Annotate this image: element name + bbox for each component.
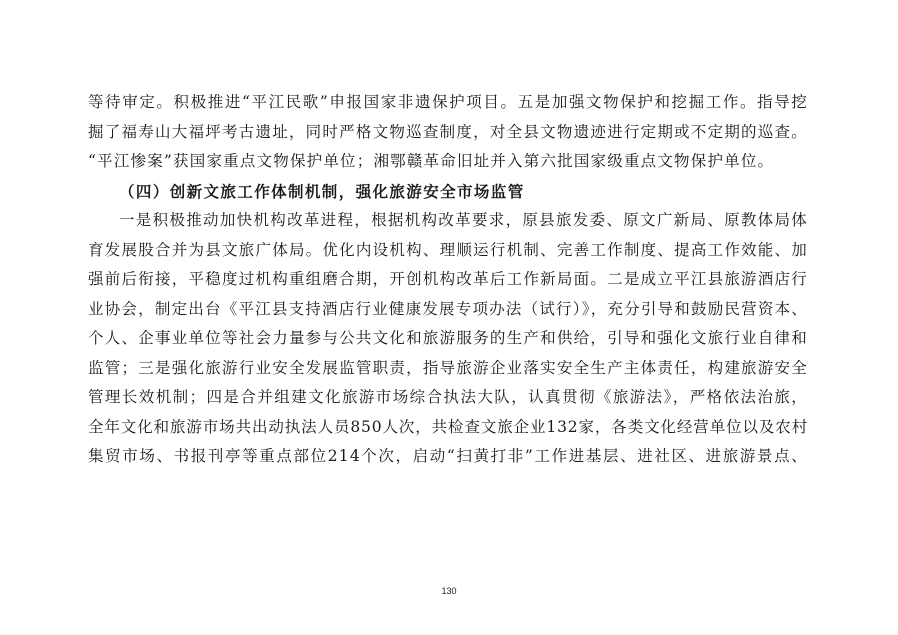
text-line: 业协会，制定出台《平江县支持酒店行业健康发展专项办法（试行）》，充分引导和鼓励民营资本、 <box>88 299 808 318</box>
paragraph-heritage <box>88 88 808 177</box>
text-line: 掘了福寿山大福坪考古遗址，同时严格文物巡查制度，对全县文物遗迹进行定期或不定期的巡查。 <box>88 122 808 141</box>
text-line: 强前后衔接，平稳度过机构重组磨合期，开创机构改革后工作新局面。二是成立平江县旅游酒店行 <box>88 270 808 288</box>
text-line: 监管；三是强化旅游行业安全发展监管职责，指导旅游企业落实安全生产主体责任，构建旅游安全 <box>88 358 808 377</box>
text-line: 育发展股合并为县文旅广体局。优化内设机构、理顺运行机制、完善工作制度、提高工作效能、加 <box>88 240 808 259</box>
document-body <box>88 88 808 472</box>
text-line: 个人、企事业单位等社会力量参与公共文化和旅游服务的生产和供给，引导和强化文旅行业自律和 <box>88 329 808 347</box>
text-line: 全年文化和旅游市场共出动执法人员850人次，共检查文旅企业132家，各类文化经营单位以及农村 <box>88 417 808 436</box>
section-heading: （四）创新文旅工作体制机制，强化旅游安全市场监管 <box>119 181 525 201</box>
page-number: 130 <box>441 586 457 596</box>
text-line: 一是积极推动加快机构改革进程，根据机构改革要求，原县旅发委、原文广新局、原教体局体 <box>119 211 808 229</box>
paragraph-reform <box>88 206 808 472</box>
text-line: 等待审定。积极推进“平江民歌”申报国家非遗保护项目。五是加强文物保护和挖掘工作。指导挖 <box>88 93 808 111</box>
text-line: “平江惨案”获国家重点文物保护单位；湘鄂赣革命旧址并入第六批国家级重点文物保护单位。 <box>88 152 775 170</box>
text-line: 管理长效机制；四是合并组建文化旅游市场综合执法大队，认真贯彻《旅游法》，严格依法治旅， <box>88 388 808 406</box>
text-line: 集贸市场、书报刊亭等重点部位214个次，启动“扫黄打非”工作进基层、进社区、进旅游景点、 <box>88 447 808 465</box>
